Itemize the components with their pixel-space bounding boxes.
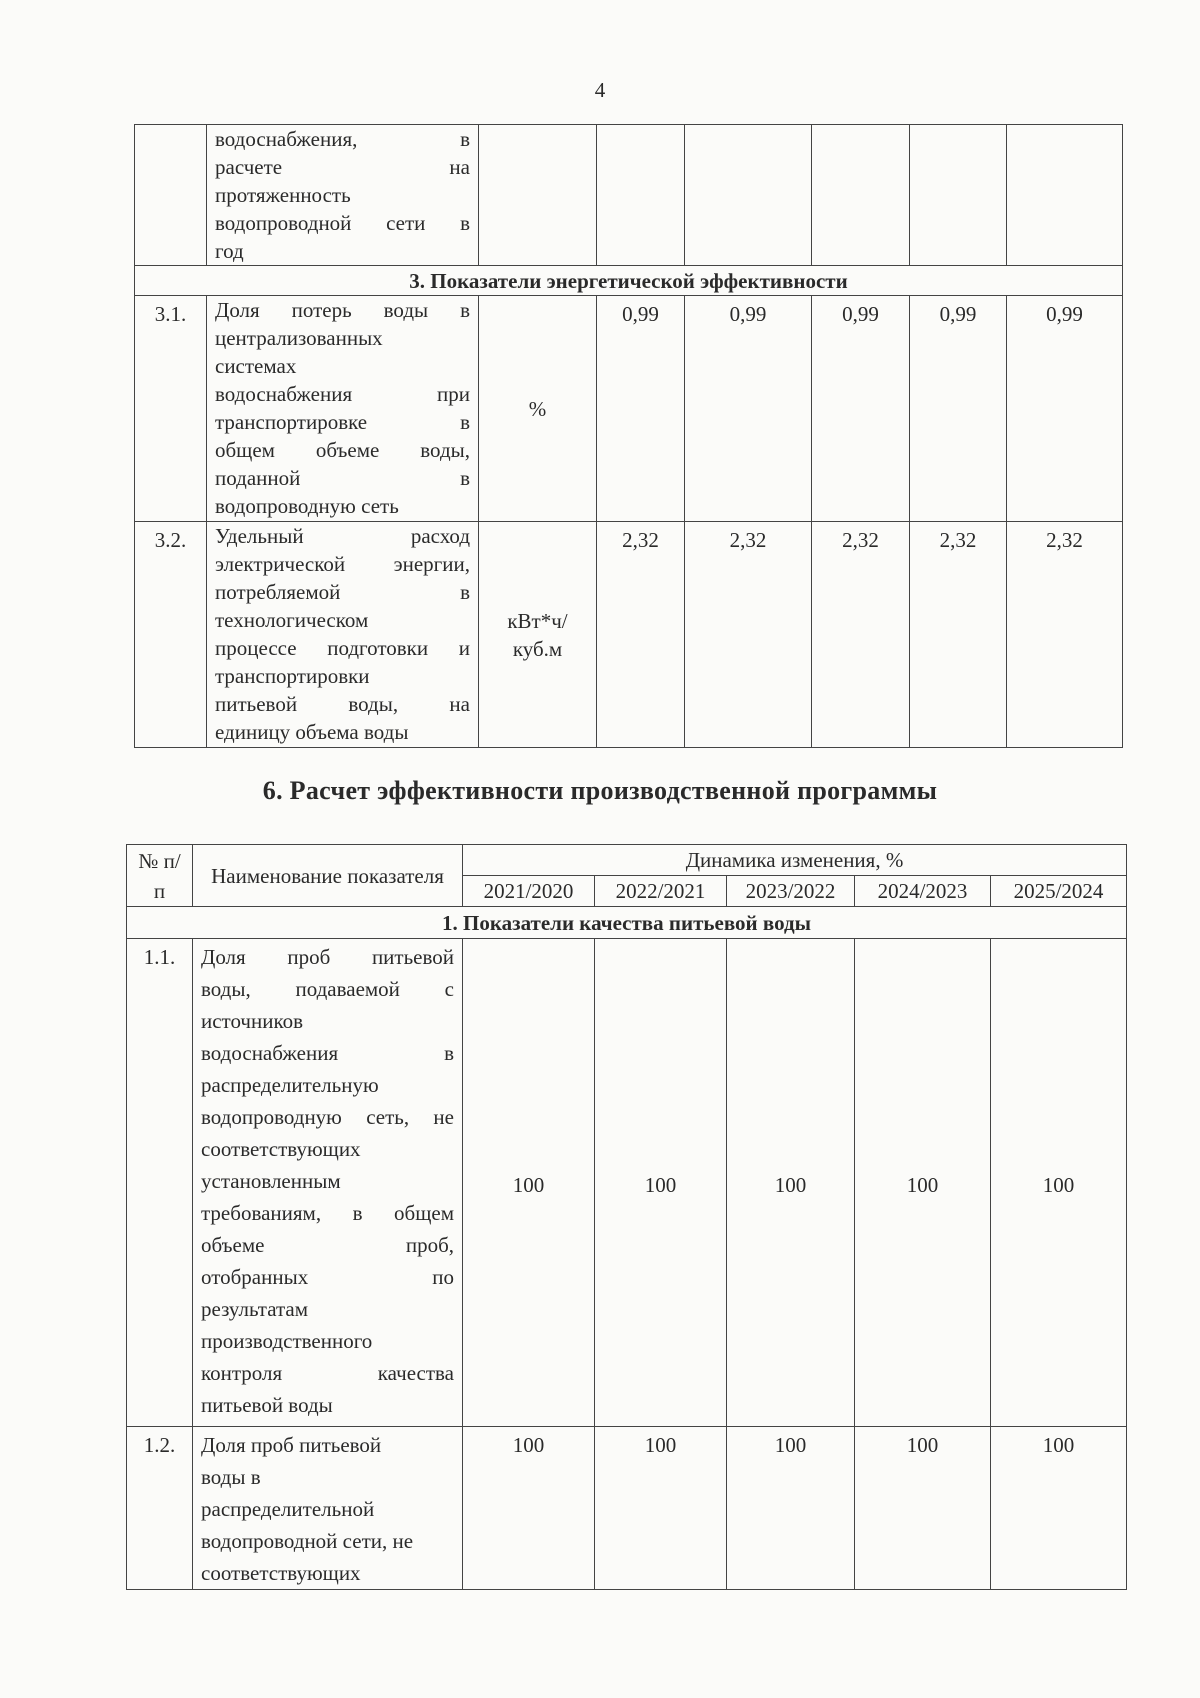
value-cell: 100	[595, 1427, 727, 1590]
table-row	[127, 939, 1127, 1427]
indicator-name: Доля проб питьевой воды в распределительной водопроводной сети, не соответствующих	[193, 1427, 463, 1590]
value-cell: 100	[855, 939, 991, 1427]
value-cell: 100	[727, 1427, 855, 1590]
indicator-name: Доля потерь воды в централизованных системах водоснабжения при транспортировке в общем объеме воды, поданной в водопроводную сеть	[207, 296, 479, 522]
header-year: 2021/2020	[463, 876, 595, 907]
table-row	[135, 125, 1123, 266]
header-num: № п/п	[127, 845, 193, 907]
program-efficiency-table	[126, 844, 1127, 1590]
value-cell: 100	[991, 939, 1127, 1427]
section-title: 1. Показатели качества питьевой воды	[127, 907, 1127, 939]
value-cell: 2,32	[1007, 522, 1123, 748]
row-number: 1.2.	[127, 1427, 193, 1590]
table-row	[127, 1427, 1127, 1590]
value-cell: 100	[463, 1427, 595, 1590]
value-cell: 100	[855, 1427, 991, 1590]
value-cell: 100	[595, 939, 727, 1427]
header-year: 2024/2023	[855, 876, 991, 907]
row-number: 3.1.	[135, 296, 207, 522]
value-cell: 0,99	[1007, 296, 1123, 522]
value-cell: 100	[991, 1427, 1127, 1590]
value-cell: 2,32	[910, 522, 1007, 748]
header-name: Наименование показателя	[193, 845, 463, 907]
value-cell: 0,99	[812, 296, 910, 522]
value-cell: 100	[463, 939, 595, 1427]
section-row	[135, 266, 1123, 296]
indicator-name: водоснабжения, в расчете на протяженность водопроводной сети в год	[207, 125, 479, 266]
page-number: 4	[594, 78, 606, 102]
unit: кВт*ч/ куб.м	[479, 522, 597, 748]
table-row	[135, 522, 1123, 748]
row-number: 1.1.	[127, 939, 193, 1427]
indicator-name: Удельный расход электрической энергии, потребляемой в технологическом процессе подготовки и транспортировки питьевой воды, на единицу объема воды	[207, 522, 479, 748]
header-dynamics: Динамика изменения, %	[463, 845, 1127, 876]
value-cell: 2,32	[597, 522, 685, 748]
header-row	[127, 845, 1127, 876]
value-cell: 0,99	[597, 296, 685, 522]
section-row	[127, 907, 1127, 939]
row-number: 3.2.	[135, 522, 207, 748]
section-title: 3. Показатели энергетической эффективности	[135, 266, 1123, 296]
header-year: 2025/2024	[991, 876, 1127, 907]
energy-efficiency-table	[134, 124, 1123, 748]
value-cell: 0,99	[685, 296, 812, 522]
value-cell: 100	[727, 939, 855, 1427]
table-row	[135, 296, 1123, 522]
unit: %	[479, 296, 597, 522]
value-cell: 0,99	[910, 296, 1007, 522]
header-year: 2022/2021	[595, 876, 727, 907]
value-cell: 2,32	[685, 522, 812, 748]
section-heading: 6. Расчет эффективности производственной программы	[262, 776, 938, 805]
header-year: 2023/2022	[727, 876, 855, 907]
value-cell: 2,32	[812, 522, 910, 748]
indicator-name: Доля проб питьевой воды, подаваемой с источников водоснабжения в распределительную водопроводную сеть, не соответствующих установленным требованиям, в общем объеме проб, отобранных по результатам производственного контроля качества питьевой воды	[193, 939, 463, 1427]
